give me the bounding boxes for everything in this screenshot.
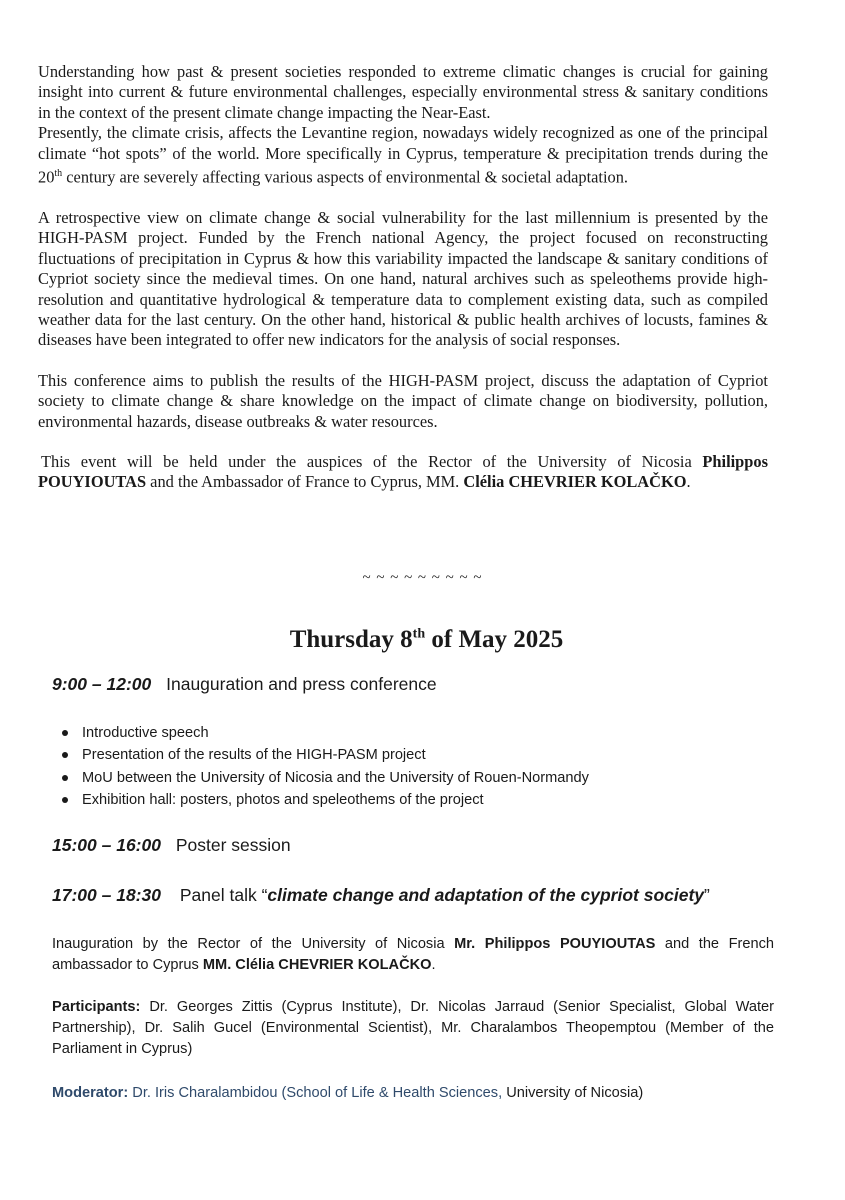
rector-name: Philippos POUYIOUTAS	[38, 451, 768, 492]
panel-inauguration-text	[52, 934, 774, 976]
intro-paragraph-5	[38, 452, 768, 493]
list-item-text: Exhibition hall: posters, photos and speleothems of the project	[82, 792, 484, 809]
intro-p5-text-c: .	[686, 472, 691, 492]
intro-p5-text-a: This event will be held under the auspices of the Rector of the University of Nicosia	[41, 451, 703, 471]
schedule-slot-panel	[52, 885, 710, 906]
bullet-icon	[62, 797, 68, 803]
slot-time: 17:00 – 18:30	[52, 885, 161, 905]
inauguration-text-b: and the French ambassador to Cyprus	[52, 936, 774, 973]
intro-paragraph-3: A retrospective view on climate change & social vulnerability for the last millennium is presented by the HIGH-PASM project. Funded by the French national Agency, the project focused on reconstructing fluctuations of precipitation in Cyprus & how this variability impacted the landscape & sanitary conditions of Cypriot society since the medieval times. On one hand, natural archives such as speleothems provide high-resolution and quantitative hydrological & temperature data to complement existing data, such as compiled weather data for the last century. On the other hand, historical & public health archives of locusts, famines & diseases have been integrated to offer new indicators for the analysis of social responses.	[38, 207, 768, 350]
schedule-slot-inauguration	[52, 674, 437, 695]
day-heading-suffix: of May 2025	[425, 626, 564, 653]
slot-time: 9:00 – 12:00	[52, 674, 152, 694]
day-heading	[0, 626, 845, 654]
intro-paragraph-4: This conference aims to publish the results of the HIGH-PASM project, discuss the adaptation of Cypriot society to climate change & share knowledge on the impact of climate change on biodiversity, pollution, environmental hazards, disease outbreaks & water resources.	[38, 370, 768, 431]
panel-rector-name: Mr. Philippos POUYIOUTAS	[454, 936, 656, 952]
slot-title: Poster session	[175, 835, 291, 855]
intro-p2-text-a: Presently, the climate crisis, affects the Levantine region, nowadays widely recognized as one of the principal climate “hot spots” of the world. More specifically in Cyprus, temperature & precipitation trends during the 20	[38, 123, 768, 187]
bullet-icon	[62, 775, 68, 781]
moderator-affiliation: University of Nicosia)	[502, 1085, 644, 1101]
slot-title: Inauguration and press conference	[166, 674, 437, 694]
participants-text: Dr. Georges Zittis (Cyprus Institute), Dr. Nicolas Jarraud (Senior Specialist, Global Water Partnership), Dr. Salih Gucel (Environmental Scientist), Mr. Charalambos Theopemptou (Member of the Parliament in Cyprus)	[52, 999, 774, 1057]
moderator-label: Moderator:	[52, 1085, 129, 1101]
list-item	[62, 722, 589, 744]
slot-title-emphasis: climate change and adaptation of the cypriot society	[267, 885, 705, 905]
schedule-slot-poster	[52, 835, 291, 856]
list-item-text: Introductive speech	[82, 725, 209, 741]
inauguration-bullet-list	[62, 722, 589, 812]
panel-ambassador-name: MM. Clélia CHEVRIER KOLAČKO	[202, 957, 432, 973]
moderator-text: Dr. Iris Charalambidou (School of Life & Health Sciences,	[128, 1085, 503, 1101]
inauguration-text-c: .	[431, 957, 436, 973]
list-item-text: MoU between the University of Nicosia and the University of Rouen-Normandy	[82, 769, 589, 786]
inauguration-text-a: Inauguration by the Rector of the University of Nicosia	[52, 936, 455, 952]
panel-moderator	[52, 1083, 774, 1104]
list-item	[62, 767, 589, 789]
slot-title-suffix: ”	[704, 885, 710, 905]
section-separator: ~ ~ ~ ~ ~ ~ ~ ~ ~	[362, 570, 483, 586]
slot-time: 15:00 – 16:00	[52, 835, 161, 855]
list-item-text: Presentation of the results of the HIGH-PASM project	[82, 747, 426, 764]
ambassador-name: Clélia CHEVRIER KOLAČKO	[463, 472, 687, 492]
intro-paragraph-1: Understanding how past & present societies responded to extreme climatic changes is crucial for gaining insight into current & future environmental challenges, especially environmental stress & sanitary conditions in the context of the present climate change impacting the Near-East.	[38, 62, 768, 122]
list-item	[62, 789, 589, 811]
day-heading-prefix: Thursday 8	[289, 626, 413, 653]
intro-p5-text-b: and the Ambassador of France to Cyprus, MM.	[146, 472, 464, 492]
intro-p2-sup: th	[54, 168, 63, 180]
intro-text	[38, 62, 768, 493]
list-item	[62, 744, 589, 766]
intro-paragraph-2	[38, 123, 768, 188]
day-heading-sup: th	[412, 626, 426, 642]
participants-label: Participants:	[52, 999, 141, 1015]
bullet-icon	[62, 752, 68, 758]
bullet-icon	[62, 730, 68, 736]
panel-participants	[52, 997, 774, 1060]
intro-p2-text-b: century are severely affecting various aspects of environmental & societal adaptation.	[62, 167, 629, 187]
slot-title-prefix: Panel talk “	[179, 885, 268, 905]
